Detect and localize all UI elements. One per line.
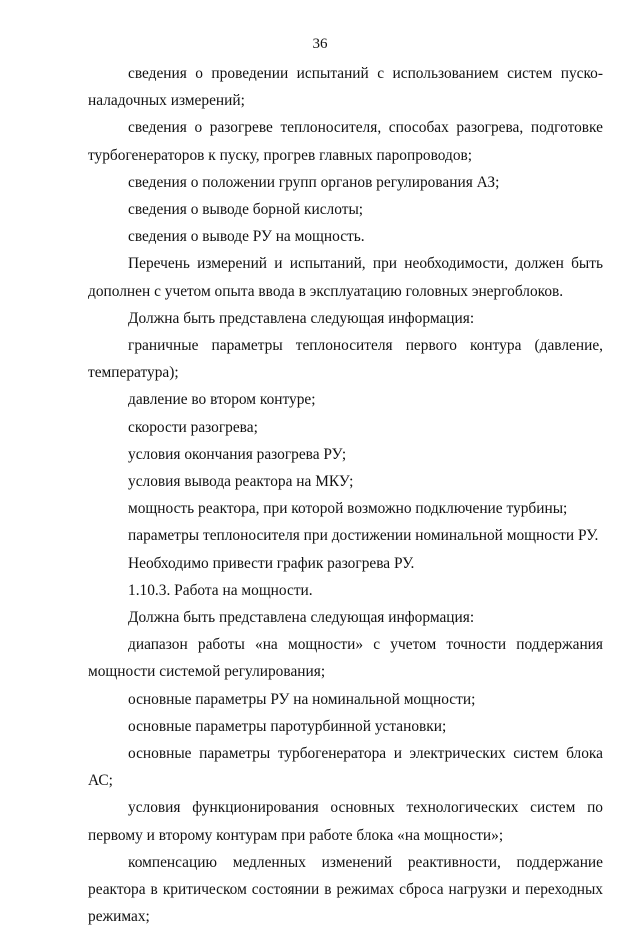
document-body	[88, 60, 603, 931]
paragraph: основные параметры турбогенератора и электрических систем блока АС;	[88, 745, 603, 790]
paragraph: граничные параметры теплоносителя первого контура (давление, температура);	[88, 337, 603, 382]
paragraph: диапазон работы «на мощности» с учетом точности поддержания мощности системой регулирования;	[88, 636, 603, 681]
paragraph: Должна быть представлена следующая информация:	[128, 609, 475, 627]
paragraph: Перечень измерений и испытаний, при необходимости, должен быть дополнен с учетом опыта ввода в эксплуатацию головных энергоблоков.	[88, 255, 603, 300]
paragraph: Необходимо привести график разогрева РУ.	[128, 554, 415, 572]
page-number: 36	[312, 36, 328, 52]
paragraph: давление во втором контуре;	[128, 391, 316, 409]
paragraph: параметры теплоносителя при достижении номинальной мощности РУ.	[128, 527, 599, 545]
paragraph: мощность реактора, при которой возможно подключение турбины;	[128, 500, 568, 518]
paragraph: сведения о проведении испытаний с использованием систем пуско-наладочных измерений;	[88, 65, 603, 110]
paragraph: сведения о положении групп органов регулирования АЗ;	[128, 173, 500, 191]
paragraph: компенсацию медленных изменений реактивности, поддержание реактора в критическом состоянии в режимах сброса нагрузки и переходных режимах;	[88, 853, 603, 926]
paragraph: основные параметры паротурбинной установки;	[128, 717, 447, 735]
paragraph: сведения о выводе РУ на мощность.	[128, 228, 365, 246]
paragraph: сведения о выводе борной кислоты;	[128, 201, 364, 219]
paragraph: условия вывода реактора на МКУ;	[128, 473, 354, 491]
paragraph: условия окончания разогрева РУ;	[128, 445, 347, 463]
paragraph: сведения о разогреве теплоносителя, способах разогрева, подготовке турбогенераторов к пуску, прогрев главных паропроводов;	[88, 119, 603, 164]
paragraph: скорости разогрева;	[128, 418, 258, 436]
paragraph: Должна быть представлена следующая информация:	[128, 309, 475, 327]
section-heading: 1.10.3. Работа на мощности.	[128, 581, 313, 599]
paragraph: основные параметры РУ на номинальной мощности;	[128, 690, 476, 708]
paragraph: условия функционирования основных технологических систем по первому и второму контурам при работе блока «на мощности»;	[88, 799, 603, 844]
